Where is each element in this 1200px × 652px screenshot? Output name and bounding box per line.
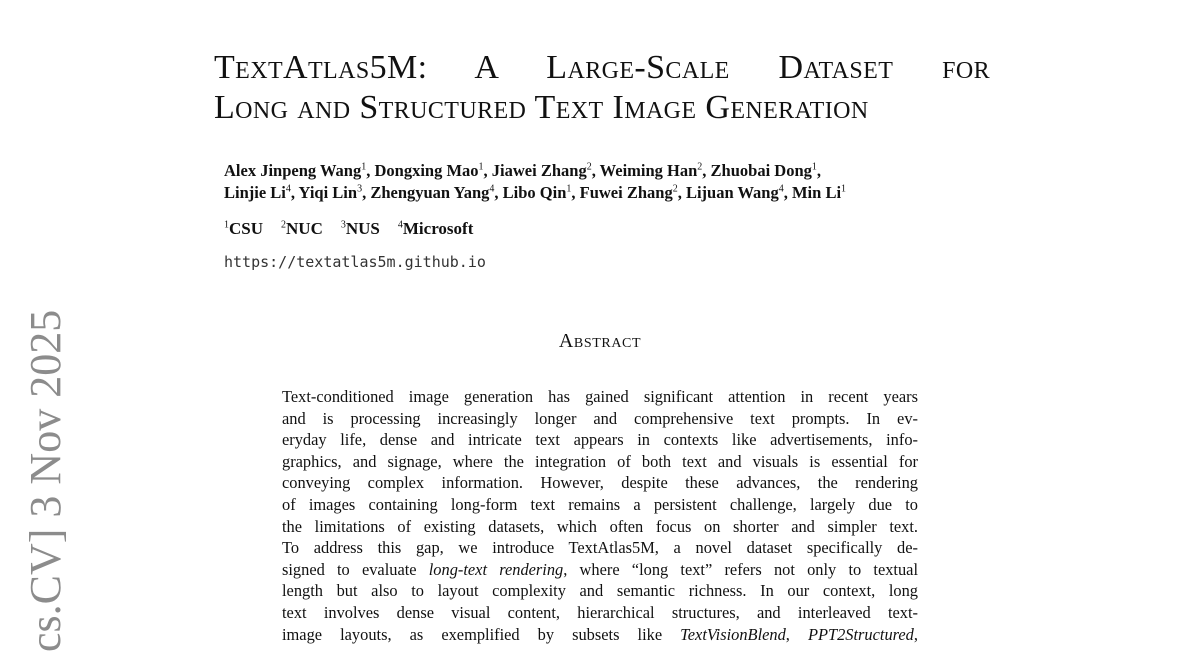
author-name: Min Li xyxy=(791,183,842,202)
author-affiliation-mark: 1 xyxy=(841,183,847,195)
affiliation-name: NUC xyxy=(286,219,323,238)
author-affiliation-mark: 1 xyxy=(811,161,817,173)
author-name: Yiqi Lin xyxy=(298,183,358,202)
author-name: Linjie Li xyxy=(224,183,286,202)
author-affiliation-mark: 1 xyxy=(478,161,484,173)
author-affiliation-mark: 2 xyxy=(697,161,703,173)
author-name: Zhuobai Dong xyxy=(710,161,812,180)
affiliation-name: Microsoft xyxy=(402,219,474,238)
affiliation-number: 2 xyxy=(281,219,287,231)
author-name: Lijuan Wang xyxy=(685,183,779,202)
author-name: Weiming Han xyxy=(599,161,698,180)
abstract-line: of images containing long-form text remains a persistent challenge, largely due to xyxy=(282,494,918,514)
abstract-line: conveying complex information. However, despite these advances, the rendering xyxy=(282,473,918,493)
affiliation-number: 3 xyxy=(340,219,346,231)
author-affiliation-mark: 3 xyxy=(357,183,363,195)
arxiv-side-stamp: cs.CV] 3 Nov 2025 xyxy=(21,309,70,652)
title-line-1: TextAtlas5M: A Large-Scale Dataset for xyxy=(214,49,990,86)
author-name: Jiawei Zhang xyxy=(491,161,587,180)
affiliation xyxy=(281,219,323,238)
author-name: Alex Jinpeng Wang xyxy=(224,161,362,180)
abstract-line: text involves dense visual content, hierarchical structures, and interleaved text- xyxy=(282,602,918,622)
author-name: Fuwei Zhang xyxy=(579,183,673,202)
author-name: Libo Qin xyxy=(502,183,567,202)
author-name: Dongxing Mao xyxy=(374,161,479,180)
affiliation-name: CSU xyxy=(229,219,264,238)
abstract-line: eryday life, dense and intricate text appears in contexts like advertisements, info- xyxy=(282,430,918,450)
paper-title xyxy=(214,48,990,128)
abstract-line: graphics, and signage, where the integration of both text and visuals is essential for xyxy=(282,451,918,471)
abstract-line: the limitations of existing datasets, which often focus on shorter and simpler text. xyxy=(282,516,918,536)
author-affiliation-mark: 1 xyxy=(566,183,572,195)
author-affiliation-mark: 4 xyxy=(489,183,495,195)
project-url-link[interactable]: https://textatlas5m.github.io xyxy=(224,253,486,271)
abstract-body xyxy=(282,386,918,645)
abstract-line: signed to evaluate long-text rendering, where “long text” refers not only to textual xyxy=(282,559,918,579)
title-line-2: Long and Structured Text Image Generation xyxy=(214,89,869,126)
author-affiliation-mark: 4 xyxy=(285,183,291,195)
affiliation-number: 4 xyxy=(397,219,403,231)
affiliation xyxy=(398,219,474,238)
affiliation xyxy=(224,219,263,238)
abstract-line: To address this gap, we introduce TextAtlas5M, a novel dataset specifically de- xyxy=(282,538,918,558)
author-affiliation-mark: 4 xyxy=(778,183,784,195)
abstract-line: image layouts, as exemplified by subsets like TextVisionBlend, PPT2Structured, xyxy=(282,624,918,644)
author-affiliation-mark: 2 xyxy=(672,183,678,195)
author-affiliation-mark: 1 xyxy=(361,161,367,173)
author-affiliation-mark: 2 xyxy=(586,161,592,173)
affiliation-name: NUS xyxy=(345,219,380,238)
abstract-heading: Abstract xyxy=(558,330,642,352)
abstract-line: length but also to layout complexity and semantic richness. In our context, long xyxy=(282,581,918,601)
abstract-line: and is processing increasingly longer and comprehensive text prompts. In ev- xyxy=(282,408,918,428)
author-name: Zhengyuan Yang xyxy=(370,183,490,202)
affiliation-number: 1 xyxy=(224,219,229,231)
author-list: Alex Jinpeng Wang$^1$, Dongxing Mao$^1$, Jiawei Zhang$^2$, Weiming Han$^2$, Zhuobai Dong$^1$, Linjie Li$^4$, Yiqi Lin$^3$, Zhengyuan Yang$^4$, Libo Qin$^1$, Fuwei Zhang$^2$, Lijuan Wang$^4$, Min Li$^1$ xyxy=(224,161,847,202)
affiliation-list xyxy=(224,218,491,240)
abstract-line: Text-conditioned image generation has gained significant attention in recent years xyxy=(282,387,918,406)
affiliation xyxy=(341,219,380,238)
